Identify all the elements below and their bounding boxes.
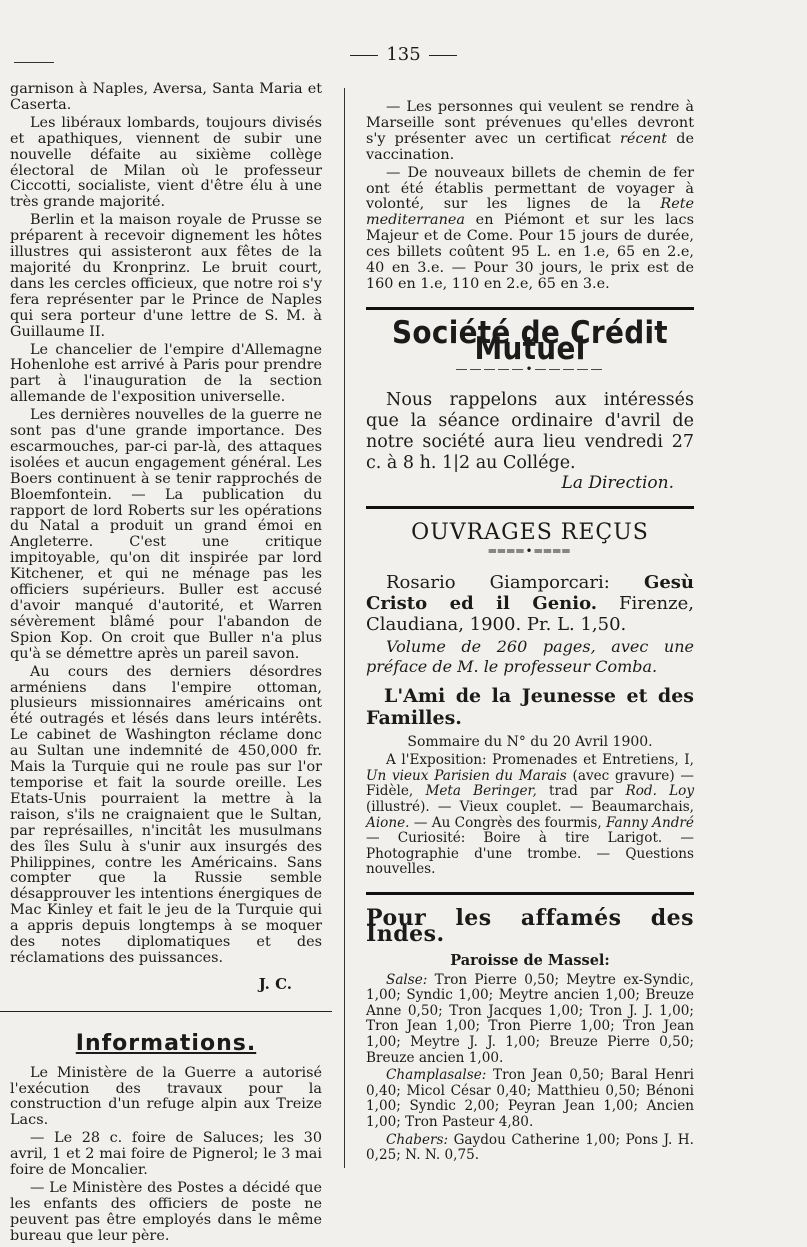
paragraph: Au cours des derniers désordres arméniens dans l'empire ottoman, plusieurs missionnaires américains ont été outragés et lésés dans leurs intérêts. Le cabinet de Washington réclame donc au Sultan une indemnité de 450,000 fr. Mais la Turquie qui ne roule pas sur l'or temporise et fait la sourde oreille. Les Etats-Unis pourraient la mettre à la raison, s'ils ne craignaient que le Sultan, par représailles, n'incitât les musulmans des îles Sulu à s'unir aux insurgés des Philippines, contre les Américains. Sans compter que la Russie semble désapprouver les intentions énergiques de Mac Kinley et fait le jeu de la Turquie qui a appris depuis longtemps à se moquer des notes diplomatiques et des réclamations des puissances. bbox=[10, 663, 322, 966]
ornament: —————•————— bbox=[455, 361, 605, 376]
ami-heading: L'Ami de la Jeunesse et des Familles. bbox=[366, 685, 694, 730]
text-run: — Les personnes qui veulent se rendre à Marseille sont prévenues qu'elles devront s'y présenter avec un certificat bbox=[366, 99, 694, 147]
text-run-italic: Champlasalse: bbox=[386, 1067, 487, 1084]
text-run: — Curiosité: Boire à tire Larigot. — Photographie d'une trombe. — Questions nouvelles. bbox=[366, 830, 694, 878]
paragraph bbox=[366, 572, 694, 635]
text-run: en Piémont et sur les lacs Majeur et de Come. Pour 15 jours de durée, ces billets coûtent 95 L. en 1.e, 65 en 2.e, 40 en 3.e. — Pour 30 jours, le prix est de 160 en 1.e, 110 en 2.e, 65 en 3.e. bbox=[366, 212, 694, 292]
text-run-italic: Meta Beringer, bbox=[425, 783, 537, 800]
section-rule bbox=[366, 506, 694, 509]
text-run-italic: Fanny André bbox=[606, 814, 694, 831]
paragraph: Les dernières nouvelles de la guerre ne sont pas d'une grande importance. Des escarmouches, par-ci par-là, des attaques isolées et aucun engagement général. Les Boers continuent à se tenir rapprochés de Bloemfontein. — La publication du rapport de lord Roberts sur les opérations du Natal a produit un grand émoi en Angleterre. C'est une critique impitoyable, qu'on dit inspirée par lord Kitchener, et qui ne ménage pas les officiers supérieurs. Buller est accusé d'avoir manqué d'autorité, et Warren sévèrement blâmé pour l'abandon de Spion Kop. On croit que Buller n'a plus qu'à se démettre après un pareil savon. bbox=[10, 407, 322, 662]
paragraph: Nous rappelons aux intéressés que la séance ordinaire d'avril de notre société aura lieu vendredi 27 c. à 8 h. 1|2 au Collége. bbox=[366, 389, 694, 473]
signature: J. C. bbox=[258, 974, 292, 993]
sommaire: Sommaire du N° du 20 Avril 1900. bbox=[407, 734, 653, 751]
ornament: ════•════ bbox=[488, 544, 572, 559]
book-author: Rosario Giamporcari: bbox=[386, 572, 610, 594]
paroisse-heading: Paroisse de Massel: bbox=[450, 951, 610, 969]
text-run-italic: Aione. bbox=[366, 814, 410, 831]
societe-notice bbox=[366, 390, 694, 474]
donation-list bbox=[366, 973, 694, 1164]
right-column bbox=[366, 100, 694, 1166]
text-run-italic: Salse: bbox=[386, 971, 428, 988]
paragraph bbox=[366, 1133, 694, 1164]
book-publisher: Firenze, Claudiana, 1900. Pr. L. 1,50. bbox=[366, 593, 694, 636]
left-column bbox=[10, 82, 322, 1247]
text-run-italic: Rete mediterranea bbox=[366, 196, 695, 229]
text-run: A l'Exposition: Promenades et Entretiens, I, bbox=[386, 752, 694, 769]
paragraph: Le Ministère de la Guerre a autorisé l'exécution des travaux pour la construction d'un refuge alpin aux Treize Lacs. bbox=[10, 1064, 322, 1129]
text-run: trad par bbox=[549, 783, 614, 800]
paragraph: — Le 28 c. foire de Saluces; les 30 avril, 1 et 2 mai foire de Pignerol; le 3 mai foire de Moncalier. bbox=[10, 1130, 322, 1179]
paragraph: garnison à Naples, Aversa, Santa Maria et Caserta. bbox=[10, 81, 322, 113]
section-rule bbox=[366, 307, 694, 310]
paragraph bbox=[366, 1068, 694, 1130]
book-title: Gesù Cristo ed il Genio. bbox=[366, 572, 694, 615]
affames-heading: Pour les affamés des Indes. bbox=[366, 904, 694, 947]
text-run-italic: Rod. Loy bbox=[625, 783, 694, 800]
paragraph bbox=[366, 753, 694, 878]
societe-signature: La Direction. bbox=[561, 472, 674, 493]
paragraph bbox=[366, 973, 694, 1067]
book-note: Volume de 260 pages, avec une préface de M. le professeur Comba. bbox=[366, 637, 694, 677]
text-run: de vaccination. bbox=[366, 130, 694, 163]
text-run: Tron Pierre 0,50; Meytre ex-Syndic, 1,00; Syndic 1,00; Meytre ancien 1,00; Breuze Anne 0,50; Tron Jacques 1,00; Tron J. J. 1,00; Tron Jean 1,00; Tron Pierre 1,00; Tron Jean 1,00; Meytre J. J. 1,00; Breuze Pierre 0,50; Breuze ancien 1,00. bbox=[366, 971, 694, 1066]
paragraph: Le chancelier de l'empire d'Allemagne Hohenlohe est arrivé à Paris pour prendre part à l'inauguration de la section allemande de l'exposition universelle. bbox=[10, 341, 322, 406]
column-divider bbox=[344, 88, 345, 1168]
top-left-rule bbox=[14, 62, 54, 63]
societe-heading: Société de Crédit Mutuel bbox=[392, 314, 668, 367]
ouvrages-heading: OUVRAGES REÇUS bbox=[411, 519, 649, 545]
paragraph bbox=[366, 166, 694, 293]
paragraph bbox=[366, 100, 694, 164]
paragraph: Berlin et la maison royale de Prusse se préparent à recevoir dignement les hôtes illustres qui assisteront aux fêtes de la majorité du Kronprinz. Le bruit court, dans les cercles officieux, que notre roi s'y fera représenter par le Prince de Naples qui sera porteur d'une lettre de S. M. à Guillaume II. bbox=[10, 212, 322, 340]
text-run-italic: récent bbox=[620, 130, 668, 147]
text-run-italic: Un vieux Parisien du Marais bbox=[366, 767, 567, 784]
book-entry bbox=[366, 572, 694, 677]
section-rule bbox=[366, 892, 694, 895]
text-run-italic: Chabers: bbox=[386, 1131, 449, 1148]
text-run: — De nouveaux billets de chemin de fer ont été établis permettant de voyager à volonté, sur les lignes de la bbox=[366, 164, 694, 213]
informations-heading: Informations. bbox=[75, 1030, 257, 1056]
paragraph: Les libéraux lombards, toujours divisés et apathiques, viennent de subir une nouvelle défaite au sixième collège électoral de Milan où le professeur Ciccotti, socialiste, vient d'être élu à une très grande majorité. bbox=[10, 114, 322, 211]
page-number-text: 135 bbox=[386, 44, 421, 65]
text-run: Gaydou Catherine 1,00; Pons J. H. 0,25; N. N. 0,75. bbox=[366, 1131, 694, 1164]
section-rule bbox=[0, 1011, 332, 1012]
text-run: (illustré). — Vieux couplet. — Beaumarchais, bbox=[366, 799, 694, 815]
text-run: Tron Jean 0,50; Baral Henri 0,40; Micol César 0,40; Matthieu 0,50; Bénoni 1,00; Syndic 2,00; Peyran Jean 1,00; Ancien 1,00; Tron Pasteur 4,80. bbox=[366, 1067, 694, 1131]
text-run: (avec gravure) — Fidèle, bbox=[366, 767, 694, 800]
text-run: — Au Congrès des fourmis, bbox=[413, 814, 602, 831]
paragraph: — Le Ministère des Postes a décidé que les enfants des officiers de poste ne peuvent pas être employés dans le même bureau que leur père. bbox=[10, 1180, 322, 1244]
page-number bbox=[0, 44, 807, 65]
ami-contents bbox=[366, 753, 694, 878]
